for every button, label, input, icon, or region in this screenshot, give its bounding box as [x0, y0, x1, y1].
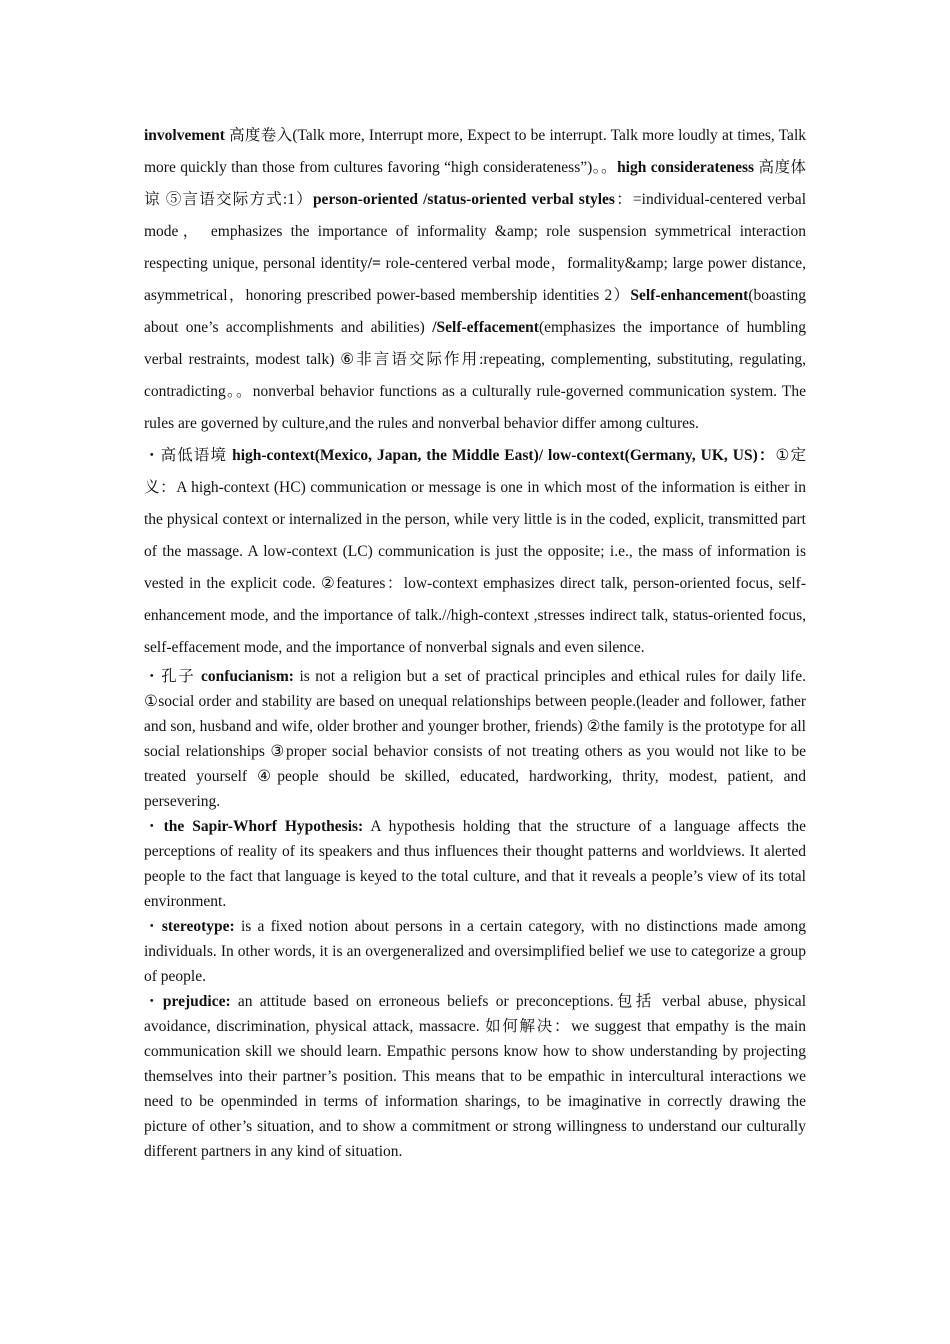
- heading-cn: 高低语境: [160, 447, 228, 464]
- paragraph-high-low-context: [144, 440, 806, 664]
- paragraph-sapir-whorf: [144, 814, 806, 914]
- term-self-enhancement: Self-enhancement: [630, 287, 749, 304]
- term-prejudice: prejudice:: [162, 993, 231, 1010]
- term-confucianism: confucianism:: [200, 668, 294, 685]
- considerateness-text: 高度体谅 ⑤言语交际方式:1）: [144, 159, 806, 208]
- context-body: ①定义：A high-context (HC) communication or message is one in which most of the information is either in the physical context or internalized in the person, while very little is in the coded, explicit, transmitted part of the massage. A low-context (LC) communication is just the opposite; i.e., the mass of information is vested in the explicit code. ②features：low-context emphasizes direct talk, person-oriented focus, self-enhancement mode, and the importance of talk.//high-context ,stresses indirect talk, status-oriented focus, self-effacement mode, and the importance of nonverbal signals and even silence.: [144, 447, 806, 656]
- involvement-text: 高度卷入(Talk more, Interrupt more, Expect to be interrupt. Talk more loudly at times, Talk more quickly than those from cultures favoring “high considerateness”)。。: [144, 127, 806, 176]
- self-enhancement-text: (boasting about one’s accomplishments and abilities): [144, 287, 806, 336]
- verbal-styles-text: ：=individual-centered verbal mode， emphasizes the importance of informality &amp; role suspension symmetrical interaction respecting unique, personal identity: [144, 191, 806, 272]
- paragraph-stereotype: [144, 914, 806, 989]
- term-separator: /=: [367, 255, 381, 272]
- term-high-considerateness: high considerateness: [617, 159, 755, 176]
- heading-cn: 孔子: [161, 668, 196, 685]
- confucianism-body: is not a religion but a set of practical principles and ethical rules for daily life. ①social order and stability are based on unequal relationships between people.(leader and follower, father and son, husband and wife, older brother and younger brother, friends) ②the family is the prototype for all social relationships ③proper social behavior consists of not treating others as you would not like to be treated yourself ④people should be skilled, educated, hardworking, thrity, modest, patient, and persevering.: [144, 668, 806, 810]
- term-sapir-whorf: the Sapir-Whorf Hypothesis:: [163, 818, 364, 835]
- paragraph-involvement: [144, 120, 806, 440]
- term-involvement: involvement: [144, 127, 225, 144]
- role-centered-text: role-centered verbal mode，formality&amp; large power distance, asymmetrical，honoring prescribed power-based membership identities 2）: [144, 255, 807, 304]
- term-self-effacement: /Self-effacement: [432, 319, 539, 336]
- sapir-whorf-body: A hypothesis holding that the structure of a language affects the perceptions of reality of its speakers and thus influences their thought patterns and worldviews. It alerted people to the fact that language is keyed to the total culture, and that it reveals a people’s view of its total environment.: [144, 818, 806, 910]
- term-verbal-styles: person-oriented /status-oriented verbal styles: [312, 191, 615, 208]
- bullet-marker: ・: [144, 668, 162, 685]
- bullet-marker: ・: [144, 447, 161, 464]
- nonverbal-text: (emphasizes the importance of humbling verbal restraints, modest talk) ⑥非言语交际作用:repeating, complementing, substituting, regulating, contradicting。。nonverbal behavior functions as a culturally rule-governed communication system. The rules are governed by culture,and the rules and nonverbal behavior differ among cultures.: [144, 319, 807, 432]
- bullet-marker: ・: [144, 818, 164, 835]
- document-page: [144, 120, 806, 1164]
- bullet-marker: ・: [144, 918, 162, 935]
- term-high-low-context: high-context(Mexico, Japan, the Middle East)/ low-context(Germany, UK, US)：: [232, 447, 776, 464]
- paragraph-confucianism: [144, 664, 806, 814]
- paragraph-prejudice: [144, 989, 806, 1164]
- stereotype-body: is a fixed notion about persons in a certain category, with no distinctions made among individuals. In other words, it is an overgeneralized and oversimplified belief we use to categorize a group of people.: [144, 918, 806, 985]
- term-stereotype: stereotype:: [161, 918, 235, 935]
- prejudice-body: an attitude based on erroneous beliefs or preconceptions.包括 verbal abuse, physical avoidance, discrimination, physical attack, massacre. 如何解决：we suggest that empathy is the main communication skill we should learn. Empathic persons know how to show understanding by projecting themselves into their partner’s position. This means that to be empathic in intercultural interactions we need to be openminded in terms of information sharings, to be imaginative in correctly drawing the picture of other’s situation, and to show a commitment or strong willingness to understand our culturally different partners in any kind of situation.: [144, 993, 806, 1160]
- bullet-marker: ・: [144, 993, 163, 1010]
